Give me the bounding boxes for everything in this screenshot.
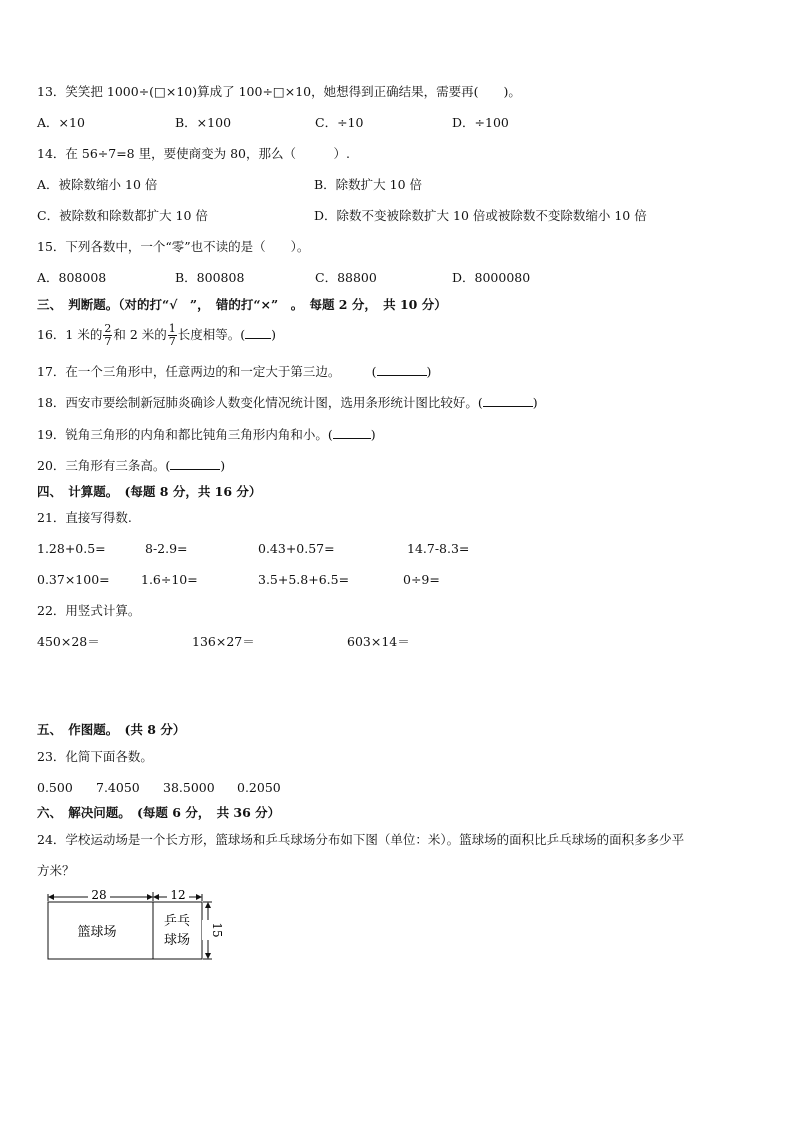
q23-item: 7.4050 bbox=[96, 780, 140, 795]
q22-item: 450×28＝ bbox=[37, 634, 100, 649]
pingpong-court-rect bbox=[153, 902, 202, 959]
q14-option-d: D．除数不变被除数扩大 10 倍或被除数不变除数缩小 10 倍 bbox=[314, 208, 647, 223]
q13-stem: 13．笑笑把 1000÷(□×10)算成了 100÷□×10，她想得到正确结果，需要再( )。 bbox=[37, 84, 521, 99]
q16-fraction-2: $\frac{1}{7}$ bbox=[168, 322, 176, 348]
q14-option-b: B．除数扩大 10 倍 bbox=[314, 177, 423, 192]
q23-stem: 23．化简下面各数。 bbox=[37, 749, 153, 764]
q22-stem: 22．用竖式计算。 bbox=[37, 603, 141, 618]
label-length-basketball: 28 bbox=[91, 888, 107, 902]
q16-fraction-1: $\frac{2}{7}$ bbox=[104, 322, 112, 348]
q14-option-a: A．被除数缩小 10 倍 bbox=[37, 177, 158, 192]
q18: 18．西安市要绘制新冠肺炎确诊人数变化情况统计图，选用条形统计图比较好。( ) bbox=[37, 395, 538, 410]
q21-stem: 21．直接写得数. bbox=[37, 510, 132, 525]
q23-item: 38.5000 bbox=[163, 780, 215, 795]
q13-option-a: A．×10 bbox=[37, 115, 85, 130]
q21-item: 1.28+0.5= bbox=[37, 541, 106, 556]
label-pingpong-court-2: 球场 bbox=[163, 933, 191, 948]
q21-item: 8-2.9= bbox=[145, 541, 188, 556]
q15-option-a: A．808008 bbox=[37, 270, 107, 285]
q13-option-b: B．×100 bbox=[175, 115, 232, 130]
q13-option-d: D．÷100 bbox=[452, 115, 509, 130]
q21-item: 0÷9= bbox=[403, 572, 440, 587]
q20: 20．三角形有三条高。( ) bbox=[37, 458, 226, 473]
q22-item: 603×14＝ bbox=[347, 634, 410, 649]
q16: 16．1 米的 $\frac{2}{7}$ 和 2 米的 $\frac{1}{7}$ 长度相等。( ) bbox=[37, 322, 277, 348]
q16-suffix: 长度相等。( bbox=[177, 327, 246, 342]
q16-answer-blank[interactable] bbox=[245, 326, 271, 339]
q23-item: 0.2050 bbox=[237, 780, 281, 795]
q22-item: 136×27＝ bbox=[192, 634, 255, 649]
q16-middle: 和 2 米的 bbox=[113, 327, 167, 342]
sports-field-diagram bbox=[40, 888, 230, 968]
section-5-heading: 五、 作图题。 (共 8 分） bbox=[37, 722, 186, 737]
label-pingpong-court-1: 乒乓 bbox=[163, 914, 191, 929]
label-height: 15 bbox=[210, 922, 224, 938]
q17: 17．在一个三角形中，任意两边的和一定大于第三边。 ( ) bbox=[37, 364, 432, 379]
q17-answer-blank[interactable] bbox=[377, 363, 427, 376]
label-length-pingpong: 12 bbox=[170, 888, 186, 902]
q24-stem-line-2: 方米？ bbox=[37, 863, 75, 878]
q20-answer-blank[interactable] bbox=[170, 457, 220, 470]
section-6-heading: 六、 解决问题。 (每题 6 分， 共 36 分） bbox=[37, 805, 281, 820]
q19-answer-blank[interactable] bbox=[333, 426, 371, 439]
q21-item: 0.37×100= bbox=[37, 572, 110, 587]
q21-item: 0.43+0.57= bbox=[258, 541, 335, 556]
q19: 19．锐角三角形的内角和都比钝角三角形内角和小。( ) bbox=[37, 427, 376, 442]
q21-item: 1.6÷10= bbox=[141, 572, 198, 587]
q15-option-b: B．800808 bbox=[175, 270, 245, 285]
label-basketball-court: 篮球场 bbox=[77, 925, 117, 940]
section-4-heading: 四、 计算题。 (每题 8 分，共 16 分） bbox=[37, 484, 262, 499]
q18-answer-blank[interactable] bbox=[483, 394, 533, 407]
q15-option-c: C．88800 bbox=[315, 270, 377, 285]
q21-item: 14.7-8.3= bbox=[407, 541, 470, 556]
q13-option-c: C．÷10 bbox=[315, 115, 364, 130]
q24-stem-line-1: 24．学校运动场是一个长方形，篮球场和乒乓球场分布如下图（单位：米）。篮球场的面积比乒乓球场的面积多多少平 bbox=[37, 832, 685, 847]
q16-prefix: 16．1 米的 bbox=[37, 327, 103, 342]
q14-stem: 14．在 56÷7=8 里，要使商变为 80，那么（ ）. bbox=[37, 146, 350, 161]
section-3-heading: 三、 判断题。（对的打“√ ”， 错的打“×” 。 每题 2 分， 共 10 分） bbox=[37, 297, 447, 312]
q15-option-d: D．8000080 bbox=[452, 270, 531, 285]
q14-option-c: C．被除数和除数都扩大 10 倍 bbox=[37, 208, 208, 223]
q21-item: 3.5+5.8+6.5= bbox=[258, 572, 350, 587]
q23-item: 0.500 bbox=[37, 780, 73, 795]
q15-stem: 15．下列各数中，一个“零”也不读的是（ ）。 bbox=[37, 239, 310, 254]
